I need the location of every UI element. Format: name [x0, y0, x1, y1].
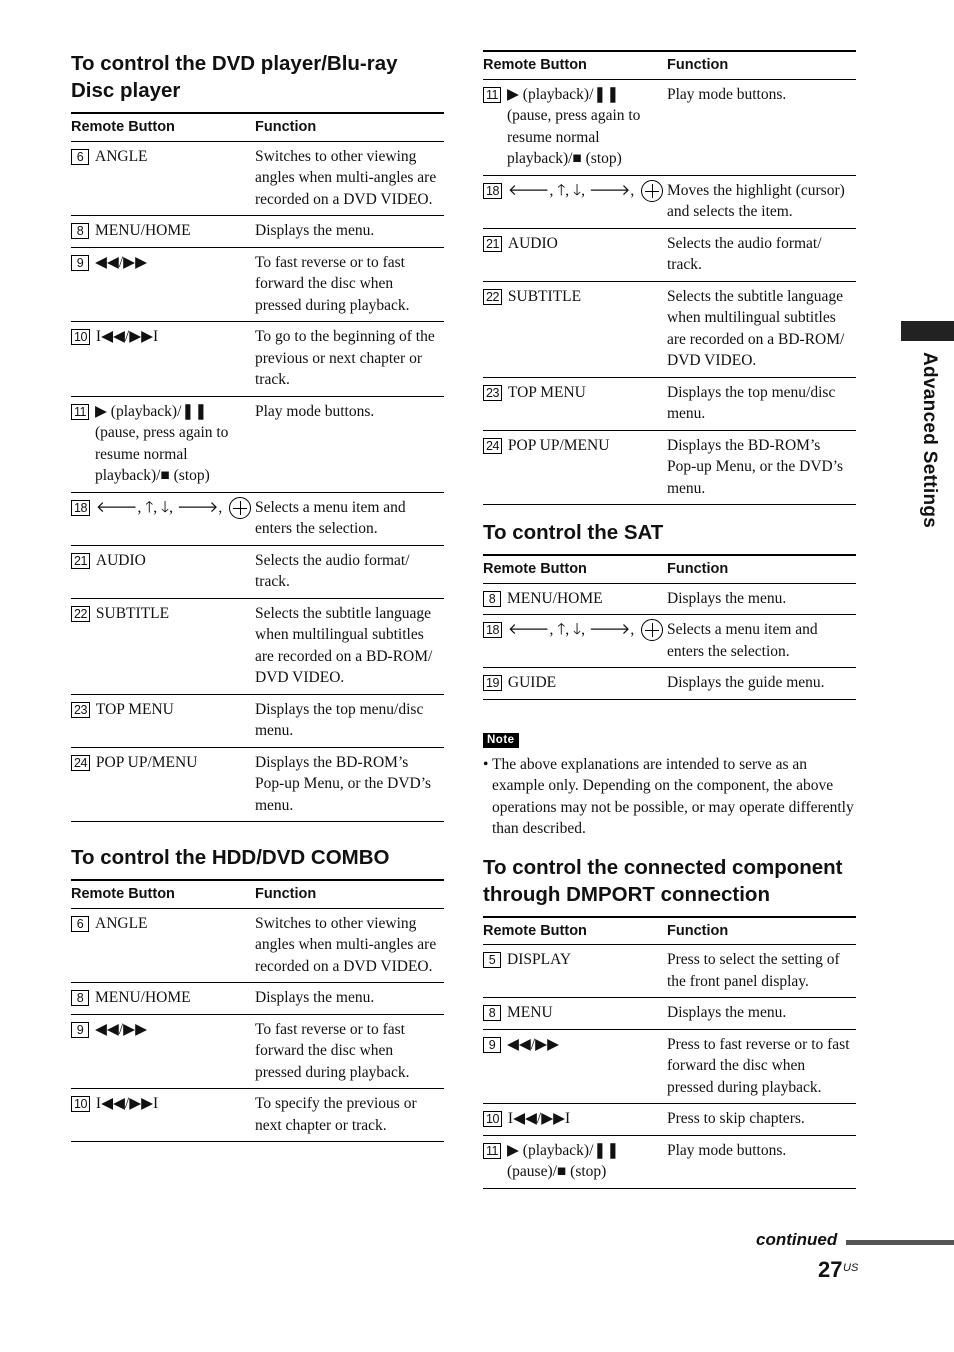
- remote-button-cell: [71, 247, 255, 322]
- button-number-badge: 24: [483, 438, 502, 454]
- table-row: [71, 141, 444, 216]
- remote-button-cell: [71, 545, 255, 598]
- col-header-function: Function: [255, 113, 444, 141]
- button-name: SUBTITLE: [95, 604, 170, 622]
- button-number-badge: 21: [71, 553, 90, 569]
- remote-button-cell: [71, 396, 255, 492]
- left-column: [71, 50, 444, 1142]
- note-badge: Note: [483, 733, 519, 748]
- col-header-button: Remote Button: [71, 113, 255, 141]
- table-row: [483, 79, 856, 175]
- table-row: [483, 945, 856, 998]
- remote-button-cell: [71, 216, 255, 248]
- function-cell: Displays the top menu/disc menu.: [667, 377, 856, 430]
- page-number: 27: [818, 1257, 843, 1282]
- button-number-badge: 11: [483, 1143, 501, 1159]
- button-name: ▶ (playback)/❚❚ (pause, press again to resume normal playback)/■ (stop): [507, 85, 641, 167]
- table-row: [71, 247, 444, 322]
- page-suffix: US: [843, 1262, 859, 1274]
- button-number-badge: 22: [483, 289, 502, 305]
- table-row: [71, 545, 444, 598]
- col-header-button: Remote Button: [483, 51, 667, 79]
- button-number-badge: 21: [483, 236, 502, 252]
- button-number-badge: 22: [71, 606, 90, 622]
- button-name: TOP MENU: [507, 383, 586, 401]
- remote-button-cell: [483, 175, 667, 228]
- button-name: AUDIO: [95, 551, 146, 569]
- table-sat: [483, 554, 856, 700]
- table-row: [71, 598, 444, 694]
- remote-button-cell: [71, 492, 255, 545]
- button-name: I◀◀/▶▶I: [95, 328, 159, 345]
- button-name: ANGLE: [95, 147, 148, 165]
- function-cell: Switches to other viewing angles when multi-angles are recorded on a DVD VIDEO.: [255, 908, 444, 983]
- button-name: AUDIO: [507, 234, 558, 252]
- table-row: [483, 668, 856, 700]
- table-row: [483, 281, 856, 377]
- section-title-dvd: To control the DVD player/Blu-ray Disc player: [71, 52, 398, 102]
- col-header-function: Function: [667, 917, 856, 945]
- function-cell: Selects the audio format/ track.: [255, 545, 444, 598]
- remote-button-cell: [71, 747, 255, 822]
- function-cell: Play mode buttons.: [667, 79, 856, 175]
- function-cell: Press to skip chapters.: [667, 1104, 856, 1136]
- note-section: [483, 730, 856, 840]
- remote-button-cell: [483, 430, 667, 505]
- table-row: [483, 1104, 856, 1136]
- function-cell: Selects the subtitle language when multilingual subtitles are recorded on a BD-ROM/ DVD VIDEO.: [667, 281, 856, 377]
- function-cell: To specify the previous or next chapter or track.: [255, 1089, 444, 1142]
- table-row: [483, 175, 856, 228]
- function-cell: Displays the guide menu.: [667, 668, 856, 700]
- table-row: [71, 983, 444, 1015]
- button-name: ▶ (playback)/❚❚ (pause)/■ (stop): [507, 1141, 620, 1180]
- remote-button-cell: [71, 598, 255, 694]
- remote-button-cell: [483, 615, 667, 668]
- remote-button-cell: [71, 1089, 255, 1142]
- button-name: TOP MENU: [95, 700, 174, 718]
- remote-button-cell: [483, 79, 667, 175]
- table-row: [483, 377, 856, 430]
- button-name: 🡐, 🡑, 🡓, 🡒,: [507, 621, 635, 638]
- button-number-badge: 18: [483, 183, 502, 199]
- button-number-badge: 11: [483, 87, 501, 103]
- enter-icon: [229, 497, 251, 519]
- remote-button-cell: [483, 945, 667, 998]
- button-name: 🡐, 🡑, 🡓, 🡒,: [507, 181, 635, 199]
- function-cell: Displays the menu.: [667, 998, 856, 1030]
- button-number-badge: 10: [483, 1111, 502, 1127]
- table-row: [483, 615, 856, 668]
- button-number-badge: 9: [483, 1037, 501, 1053]
- table-dmport: [483, 916, 856, 1189]
- button-name: I◀◀/▶▶I: [95, 1095, 159, 1112]
- button-name: ◀◀/▶▶: [95, 1020, 147, 1038]
- remote-button-cell: [483, 1135, 667, 1188]
- col-header-function: Function: [667, 555, 856, 583]
- side-section-label: Advanced Settings: [919, 352, 940, 529]
- table-row: [483, 1135, 856, 1188]
- remote-button-cell: [483, 281, 667, 377]
- button-number-badge: 18: [483, 622, 502, 638]
- table-row: [483, 583, 856, 615]
- remote-button-cell: [71, 694, 255, 747]
- table-row: [71, 322, 444, 397]
- button-number-badge: 10: [71, 329, 90, 345]
- remote-button-cell: [71, 141, 255, 216]
- function-cell: Switches to other viewing angles when multi-angles are recorded on a DVD VIDEO.: [255, 141, 444, 216]
- remote-button-cell: [71, 322, 255, 397]
- button-number-badge: 9: [71, 255, 89, 271]
- function-cell: Displays the top menu/disc menu.: [255, 694, 444, 747]
- button-name: ANGLE: [95, 914, 148, 932]
- section-title-sat: To control the SAT: [483, 521, 664, 544]
- button-number-badge: 10: [71, 1096, 90, 1112]
- function-cell: Displays the menu.: [255, 983, 444, 1015]
- button-number-badge: 23: [71, 702, 90, 718]
- button-name: ◀◀/▶▶: [95, 253, 147, 271]
- button-number-badge: 18: [71, 500, 90, 516]
- remote-button-cell: [71, 1014, 255, 1089]
- table-row: [71, 216, 444, 248]
- remote-button-cell: [71, 983, 255, 1015]
- continued-bar: [846, 1240, 954, 1245]
- button-number-badge: 19: [483, 675, 502, 691]
- enter-icon: [641, 619, 663, 641]
- table-row: [71, 492, 444, 545]
- button-name: ◀◀/▶▶: [507, 1035, 559, 1053]
- button-name: I◀◀/▶▶I: [507, 1110, 571, 1127]
- table-row: [71, 1014, 444, 1089]
- function-cell: Selects a menu item and enters the selection.: [667, 615, 856, 668]
- button-name: MENU/HOME: [95, 989, 191, 1006]
- button-number-badge: 6: [71, 149, 89, 165]
- function-cell: Displays the BD-ROM’s Pop-up Menu, or the DVD’s menu.: [255, 747, 444, 822]
- button-name: POP UP/MENU: [95, 753, 198, 771]
- section-title-hdd: To control the HDD/DVD COMBO: [71, 846, 390, 869]
- table-row: [483, 998, 856, 1030]
- table-row: [71, 1089, 444, 1142]
- function-cell: Press to fast reverse or to fast forward the disc when pressed during playback.: [667, 1029, 856, 1104]
- function-cell: Press to select the setting of the front panel display.: [667, 945, 856, 998]
- function-cell: Displays the menu.: [255, 216, 444, 248]
- col-header-button: Remote Button: [483, 555, 667, 583]
- button-number-badge: 23: [483, 385, 502, 401]
- remote-button-cell: [71, 908, 255, 983]
- remote-button-cell: [483, 228, 667, 281]
- section-title-dmport: To control the connected component through DMPORT connection: [483, 855, 843, 906]
- col-header-function: Function: [255, 880, 444, 908]
- remote-button-cell: [483, 1029, 667, 1104]
- button-number-badge: 5: [483, 952, 501, 968]
- function-cell: Selects a menu item and enters the selection.: [255, 492, 444, 545]
- note-text: • The above explanations are intended to serve as an example only. Depending on the component, the above operations may not be possible, or may operate differently than described.: [483, 755, 854, 837]
- function-cell: To go to the beginning of the previous or next chapter or track.: [255, 322, 444, 397]
- continued-label: continued: [756, 1230, 838, 1249]
- table-row: [71, 396, 444, 492]
- button-number-badge: 6: [71, 916, 89, 932]
- button-number-badge: 24: [71, 755, 90, 771]
- remote-button-cell: [483, 998, 667, 1030]
- remote-button-cell: [483, 583, 667, 615]
- function-cell: To fast reverse or to fast forward the disc when pressed during playback.: [255, 1014, 444, 1089]
- button-number-badge: 8: [71, 223, 89, 239]
- button-name: 🡐, 🡑, 🡓, 🡒,: [95, 498, 223, 516]
- button-name: SUBTITLE: [507, 287, 582, 305]
- remote-button-cell: [483, 377, 667, 430]
- function-cell: Selects the audio format/ track.: [667, 228, 856, 281]
- button-name: GUIDE: [507, 674, 557, 691]
- remote-button-cell: [483, 668, 667, 700]
- col-header-button: Remote Button: [483, 917, 667, 945]
- function-cell: Moves the highlight (cursor) and selects the item.: [667, 175, 856, 228]
- function-cell: Displays the BD-ROM’s Pop-up Menu, or the DVD’s menu.: [667, 430, 856, 505]
- function-cell: Selects the subtitle language when multilingual subtitles are recorded on a BD-ROM/ DVD VIDEO.: [255, 598, 444, 694]
- col-header-function: Function: [667, 51, 856, 79]
- button-name: ▶ (playback)/❚❚ (pause, press again to resume normal playback)/■ (stop): [95, 402, 229, 484]
- function-cell: Play mode buttons.: [667, 1135, 856, 1188]
- table-dvd-continued: [483, 50, 856, 505]
- table-row: [483, 430, 856, 505]
- button-name: MENU/HOME: [95, 222, 191, 239]
- function-cell: Displays the menu.: [667, 583, 856, 615]
- col-header-button: Remote Button: [71, 880, 255, 908]
- button-number-badge: 8: [483, 1005, 501, 1021]
- table-dvd: [71, 112, 444, 822]
- table-row: [483, 228, 856, 281]
- table-row: [71, 694, 444, 747]
- button-number-badge: 11: [71, 404, 89, 420]
- button-name: POP UP/MENU: [507, 436, 610, 454]
- button-number-badge: 8: [71, 990, 89, 1006]
- button-number-badge: 9: [71, 1022, 89, 1038]
- button-name: DISPLAY: [507, 951, 572, 968]
- table-row: [483, 1029, 856, 1104]
- function-cell: To fast reverse or to fast forward the disc when pressed during playback.: [255, 247, 444, 322]
- table-row: [71, 908, 444, 983]
- button-name: MENU: [507, 1004, 553, 1021]
- right-column: [483, 50, 856, 1189]
- enter-icon: [641, 180, 663, 202]
- button-number-badge: 8: [483, 591, 501, 607]
- table-hdd: [71, 879, 444, 1142]
- function-cell: Play mode buttons.: [255, 396, 444, 492]
- table-row: [71, 747, 444, 822]
- remote-button-cell: [483, 1104, 667, 1136]
- side-tab-marker: [901, 321, 954, 341]
- button-name: MENU/HOME: [507, 589, 603, 607]
